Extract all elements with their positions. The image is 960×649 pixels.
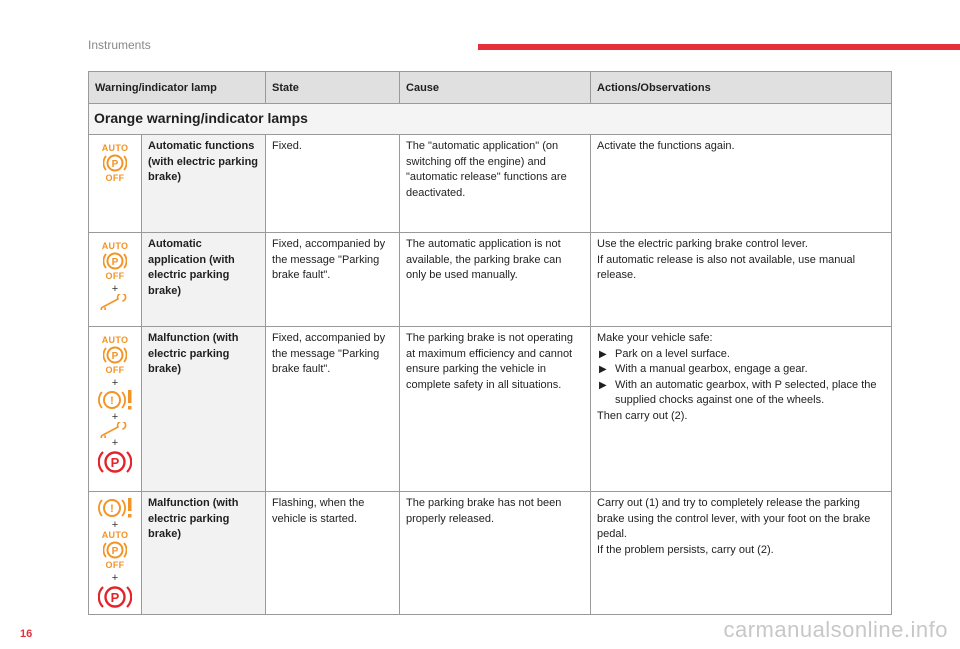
- plus-sign: +: [111, 572, 119, 584]
- auto-off-parking-icon: AUTO P OFF: [101, 241, 129, 281]
- svg-text:!: !: [110, 503, 114, 515]
- watermark: carmanualsonline.info: [723, 617, 948, 642]
- section-heading: Orange warning/indicator lamps: [89, 104, 892, 135]
- plus-sign: +: [111, 377, 119, 389]
- brake-warning-icon: [96, 388, 134, 412]
- actions-text: Use the electric parking brake control lever. If automatic release is also not available, use manual release.: [591, 233, 892, 327]
- bullet-item: ▶ With a manual gearbox, engage a gear.: [599, 363, 808, 375]
- lamp-name: Malfunction (with electric parking brake): [142, 492, 266, 615]
- warning-lamps-table: [88, 71, 892, 615]
- bullet-item: ▶ Park on a level surface.: [599, 347, 730, 360]
- auto-off-parking-icon: AUTO P OFF: [101, 530, 129, 570]
- cause-text: The "automatic application" (on switching off the engine) and "automatic release" functions are deactivated.: [400, 135, 591, 233]
- state-text: Fixed, accompanied by the message "Parking brake fault".: [266, 233, 400, 327]
- cause-text: The parking brake has not been properly released.: [400, 492, 591, 615]
- cause-text: The parking brake is not operating at maximum efficiency and cannot ensure parking the vehicle in complete safety in all situations.: [400, 327, 591, 492]
- column-header-state: State: [266, 72, 400, 104]
- plus-sign: +: [111, 519, 119, 531]
- plus-sign: +: [111, 437, 119, 449]
- plus-sign: +: [111, 283, 119, 295]
- column-header-cause: Cause: [400, 72, 591, 104]
- actions-text: Activate the functions again.: [591, 135, 892, 233]
- cause-text: The automatic application is not available, the parking brake can only be used manually.: [400, 233, 591, 327]
- svg-text:P: P: [110, 590, 120, 605]
- header-accent-bar: [478, 44, 960, 50]
- table-row: [89, 327, 892, 492]
- lamp-icons-cell: [89, 233, 142, 327]
- section-title: Instruments: [88, 38, 151, 52]
- brake-warning-icon: [96, 496, 134, 520]
- lamp-icons-cell: [89, 492, 142, 615]
- lamp-name: Automatic application (with electric parking brake): [142, 233, 266, 327]
- parking-brake-red-icon: [98, 583, 132, 611]
- lamp-icons-cell: [89, 327, 142, 492]
- svg-text:P: P: [111, 351, 119, 362]
- table-row: [89, 135, 892, 233]
- table-row: [89, 492, 892, 615]
- table-header-row: [89, 72, 892, 104]
- svg-text:P: P: [111, 159, 119, 170]
- wrench-icon: [100, 422, 130, 438]
- parking-brake-red-icon: [98, 448, 132, 476]
- svg-text:P: P: [111, 546, 119, 557]
- svg-text:P: P: [110, 455, 120, 470]
- state-text: Fixed, accompanied by the message "Parking brake fault".: [266, 327, 400, 492]
- svg-text:!: !: [110, 395, 114, 407]
- actions-text: Carry out (1) and try to completely release the parking brake using the control lever, with your foot on the brake pedal. If the problem persists, carry out (2).: [591, 492, 892, 615]
- lamp-icons-cell: [89, 135, 142, 233]
- auto-off-parking-icon: AUTO P OFF: [101, 335, 129, 375]
- bullet-item: ▶ With an automatic gearbox, with P selected, place the supplied chocks against one of the wheels.: [599, 378, 877, 406]
- column-header-lamp: Warning/indicator lamp: [89, 72, 266, 104]
- state-text: Fixed.: [266, 135, 400, 233]
- actions-text: Make your vehicle safe: ▶ Park on a level surface. ▶ With a manual gearbox, engage a gear. ▶ With an automatic gearbox, with P selected, place the supplied chocks against one of the wheels. Then carry out (2).: [591, 327, 892, 492]
- state-text: Flashing, when the vehicle is started.: [266, 492, 400, 615]
- wrench-icon: [100, 294, 130, 310]
- section-row: [89, 104, 892, 135]
- lamp-name: Malfunction (with electric parking brake): [142, 327, 266, 492]
- page-number: 16: [20, 628, 33, 640]
- auto-off-parking-icon: AUTO P OFF: [101, 143, 129, 183]
- lamp-name: Automatic functions (with electric parking brake): [142, 135, 266, 233]
- column-header-actions: Actions/Observations: [591, 72, 892, 104]
- table-row: [89, 233, 892, 327]
- plus-sign: +: [111, 411, 119, 423]
- svg-text:P: P: [111, 257, 119, 268]
